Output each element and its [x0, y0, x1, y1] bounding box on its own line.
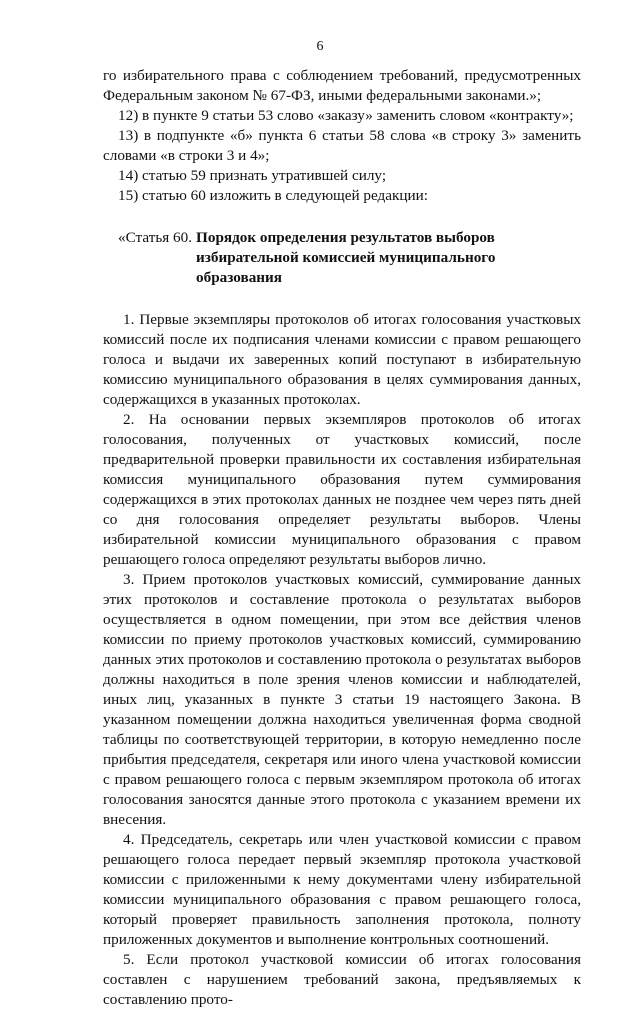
paragraph: 3. Прием протоколов участковых комиссий, суммирование данных этих протоколов и составление протокола о результатах выборов осуществляется в одном помещении, при этом все действия членов комиссии по приему протоколов участковых комиссий, суммированию данных этих протоколов и составлению протокола о результатах выборов должны находиться в поле зрения членов комиссии и наблюдателей, иных лиц, указанных в пункте 3 статьи 19 настоящего Закона. В указанном помещении должна находиться увеличенная форма сводной таблицы по соответствующей территории, в которую немедленно после прибытия председателя, секретаря или иного члена участковой комиссии с правом решающего голоса с первым экземпляром протокола об итогах голосования заносятся данные этого протокола с указанием времени их внесения. — [103, 571, 581, 828]
article-heading — [103, 228, 581, 288]
paragraph: 2. На основании первых экземпляров протоколов об итогах голосования, полученных от участковых комиссий, после предварительной проверки правильности их составления избирательная комиссия муниципального образования путем суммирования содержащихся в этих протоколах данных не позднее чем через пять дней со дня голосования определяет результаты выборов. Члены избирательной комиссии муниципального образования с правом решающего голоса определяют результаты выборов лично. — [103, 411, 581, 568]
paragraph: 4. Председатель, секретарь или член участковой комиссии с правом решающего голоса передает первый экземпляр протокола участковой комиссии с приложенными к нему документами члену избирательной комиссии муниципального образования с правом решающего голоса, который проверяет правильность заполнения протокола, полноту приложенных документов и выполнение контрольных соотношений. — [103, 831, 581, 948]
amendment-item: 15) статью 60 изложить в следующей редакции: — [118, 187, 428, 204]
article-title: Порядок определения результатов выборов избирательной комиссией муниципального образования — [196, 229, 496, 286]
page-number: 6 — [316, 39, 324, 54]
article-number: «Статья 60. — [118, 229, 193, 246]
paragraph: 5. Если протокол участковой комиссии об итогах голосования составлен с нарушением требований закона, предъявляемых к составлению прото- — [103, 951, 581, 1008]
amendment-line: го избирательного права с соблюдением требований, предусмотренных Федеральным законом № 67-ФЗ, иными федеральными законами.»; — [103, 67, 581, 104]
amendment-item: 12) в пункте 9 статьи 53 слово «заказу» заменить словом «контракту»; — [118, 107, 574, 124]
paragraph: 1. Первые экземпляры протоколов об итогах голосования участковых комиссий после их подписания членами комиссии с правом решающего голоса и выдачи их заверенных копий поступают в избирательную комиссию муниципального образования в целях суммирования данных, содержащихся в указанных протоколах. — [103, 311, 581, 408]
amendment-item: 14) статью 59 признать утратившей силу; — [118, 167, 387, 184]
document-body — [103, 66, 581, 1010]
amendment-item: 13) в подпункте «б» пункта 6 статьи 58 слова «в строку 3» заменить словами «в строки 3 и 4»; — [103, 127, 581, 164]
